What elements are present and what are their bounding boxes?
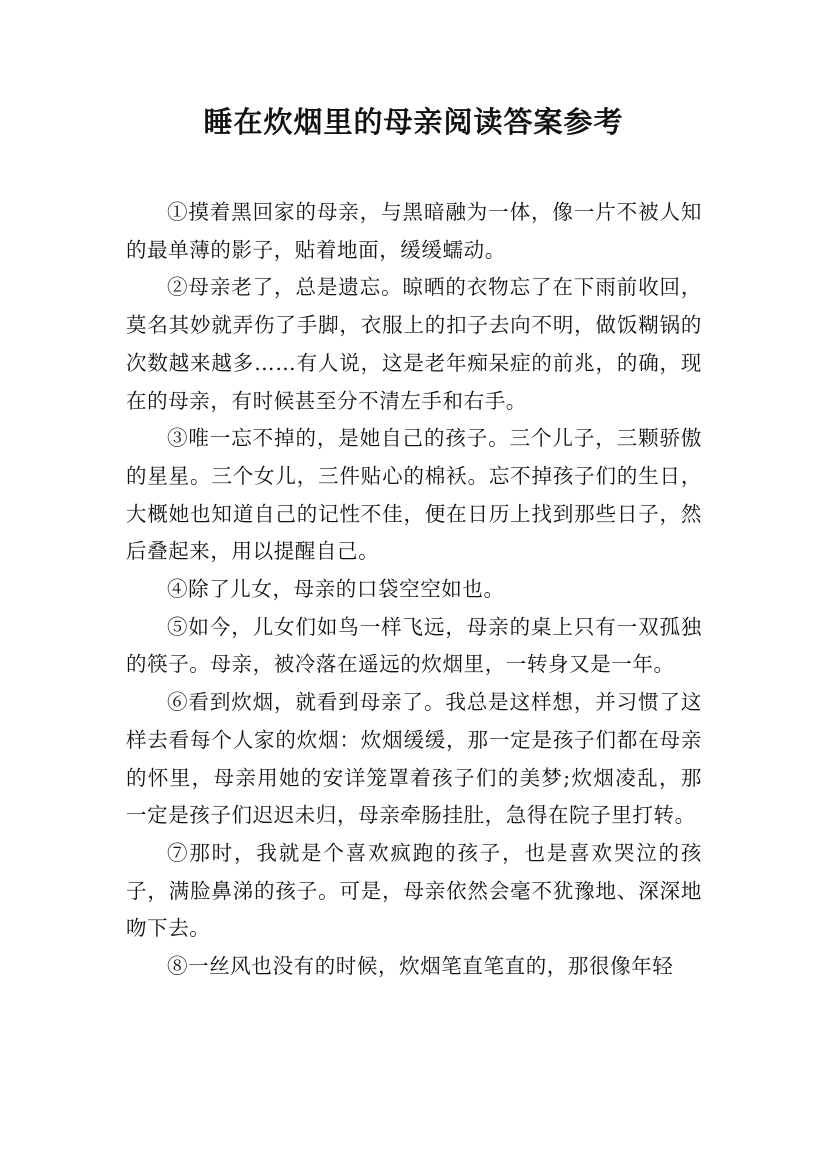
- paragraph-3: ③唯一忘不掉的，是她自己的孩子。三个儿子，三颗骄傲的星星。三个女儿，三件贴心的棉袄。忘不掉孩子们的生日，大概她也知道自己的记性不佳，便在日历上找到那些日子，然后叠起来，用以提醒自己。: [126, 426, 702, 564]
- paragraph-5: ⑤如今，儿女们如鸟一样飞远，母亲的桌上只有一双孤独的筷子。母亲，被冷落在遥远的炊烟里，一转身又是一年。: [126, 614, 702, 677]
- paragraph-7: ⑦那时，我就是个喜欢疯跑的孩子，也是喜欢哭泣的孩子，满脸鼻涕的孩子。可是，母亲依然会毫不犹豫地、深深地吻下去。: [126, 840, 702, 941]
- paragraph-6: ⑥看到炊烟，就看到母亲了。我总是这样想，并习惯了这样去看每个人家的炊烟：炊烟缓缓，那一定是孩子们都在母亲的怀里，母亲用她的安详笼罩着孩子们的美梦;炊烟凌乱，那一定是孩子们迟迟未归，母亲牵肠挂肚，急得在院子里打转。: [126, 690, 702, 828]
- article-body: [126, 194, 702, 986]
- paragraph-2: ②母亲老了，总是遗忘。晾晒的衣物忘了在下雨前收回，莫名其妙就弄伤了手脚，衣服上的扣子去向不明，做饭糊锅的次数越来越多……有人说，这是老年痴呆症的前兆，的确，现在的母亲，有时候甚至分不清左手和右手。: [126, 275, 702, 413]
- paragraph-4: ④除了儿女，母亲的口袋空空如也。: [167, 577, 505, 602]
- paragraph-8: ⑧一丝风也没有的时候，炊烟笔直笔直的，那很像年轻: [167, 954, 674, 979]
- page-title: 睡在炊烟里的母亲阅读答案参考: [203, 105, 624, 139]
- paragraph-1: ①摸着黑回家的母亲，与黑暗融为一体，像一片不被人知的最单薄的影子，贴着地面，缓缓蠕动。: [126, 200, 702, 262]
